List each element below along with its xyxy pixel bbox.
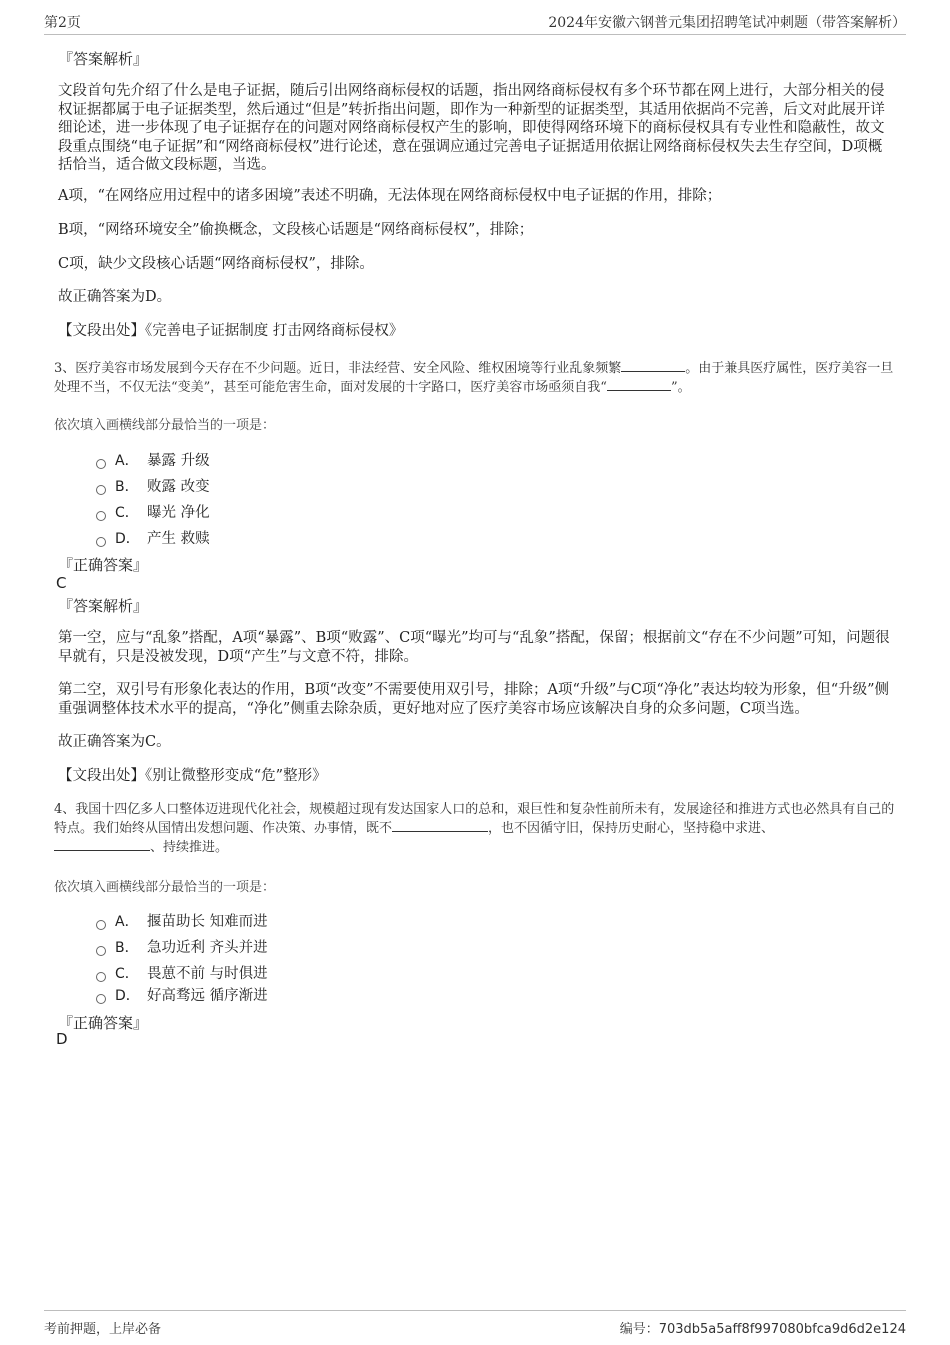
fill-blank <box>54 838 150 851</box>
fill-blank <box>621 359 685 372</box>
fill-blank <box>607 378 671 391</box>
document-code: 编号：703db5a5aff8f997080bfca9d6d2e124 <box>619 1322 906 1337</box>
analysis-paragraph: C项，缺少文段核心话题“网络商标侵权”，排除。 <box>58 256 374 272</box>
analysis-label: 『答案解析』 <box>58 597 149 615</box>
analysis-paragraph: A项，“在网络应用过程中的诸多困境”表述不明确，无法体现在网络商标侵权中电子证据的作用，排除； <box>58 188 722 204</box>
radio-button[interactable] <box>96 920 106 930</box>
option-a[interactable]: A． 揠苗助长 知难而进 <box>96 910 268 931</box>
analysis-paragraph: B项，“网络环境安全”偷换概念，文段核心话题是“网络商标侵权”，排除； <box>58 222 534 238</box>
question-stem: 4、我国十四亿多人口整体迈进现代化社会，规模超过现有发达国家人口的总和，艰巨性和复杂性前所未有，发展途径和推进方式也必然具有自己的特点。我们始终从国情出发想问题、作决策、办事情，既不 ，也不因循守旧，保持历史耐心，坚持稳中求进、 、持续推进。 <box>54 802 895 855</box>
analysis-paragraph: 第一空，应与“乱象”搭配，A项“暴露”、B项“败露”、C项“曝光”均可与“乱象”搭配，保留；根据前文“存在不少问题”可知，问题很早就有，只是没被发现，D项“产生”与文意不符，排除。 <box>58 630 890 665</box>
question-stem: 3、医疗美容市场发展到今天存在不少问题。近日，非法经营、安全风险、维权困境等行业乱象频繁 。由于兼具医疗属性，医疗美容一旦处理不当，不仅无法“变美”，甚至可能危害生命，面对发展的十字路口，医疗美容市场亟须自我“ ”。 <box>54 361 894 395</box>
option-c[interactable]: C． 曝光 净化 <box>96 501 210 522</box>
option-c[interactable]: C． 畏葸不前 与时俱进 <box>96 962 268 983</box>
source-citation: 【文段出处】《别让微整形变成“危”整形》 <box>58 768 327 784</box>
option-d[interactable]: D． 产生 救赎 <box>96 527 210 548</box>
radio-button[interactable] <box>96 511 106 521</box>
page-header <box>44 10 906 35</box>
radio-button[interactable] <box>96 485 106 495</box>
option-a[interactable]: A． 暴露 升级 <box>96 449 210 470</box>
option-b[interactable]: B． 败露 改变 <box>96 475 210 496</box>
page-number: 第2页 <box>44 15 81 31</box>
option-d[interactable]: D． 好高骛远 循序渐进 <box>96 984 268 1005</box>
source-citation: 【文段出处】《完善电子证据制度 打击网络商标侵权》 <box>58 323 404 339</box>
page-footer <box>44 1310 906 1337</box>
question-prompt: 依次填入画横线部分最恰当的一项是： <box>54 418 276 433</box>
radio-button[interactable] <box>96 459 106 469</box>
correct-answer-statement: 故正确答案为C。 <box>58 734 171 750</box>
question-prompt: 依次填入画横线部分最恰当的一项是： <box>54 880 276 895</box>
correct-answer-statement: 故正确答案为D。 <box>58 289 172 305</box>
correct-answer-label: 『正确答案』 <box>58 556 149 574</box>
document-title: 2024年安徽六钢普元集团招聘笔试冲刺题（带答案解析） <box>548 15 906 31</box>
radio-button[interactable] <box>96 946 106 956</box>
correct-answer: C <box>56 574 67 592</box>
footer-slogan: 考前押题，上岸必备 <box>44 1322 162 1337</box>
analysis-label: 『答案解析』 <box>58 50 149 68</box>
analysis-paragraph: 第二空，双引号有形象化表达的作用，B项“改变”不需要使用双引号，排除；A项“升级”与C项“净化”表达均较为形象，但“升级”侧重强调整体技术水平的提高，“净化”侧重去除杂质，更好地对应了医疗美容市场应该解决自身的众多问题，C项当选。 <box>58 682 890 717</box>
correct-answer-label: 『正确答案』 <box>58 1014 149 1032</box>
analysis-paragraph: 文段首句先介绍了什么是电子证据，随后引出网络商标侵权的话题，指出网络商标侵权有多个环节都在网上进行，大部分相关的侵权证据都属于电子证据类型，然后通过“但是”转折指出问题，即作为一种新型的证据类型，其适用依据尚不完善，后文对此展开详细论述，进一步体现了电子证据存在的问题对网络商标侵权产生的影响，即使得网络环境下的商标侵权具有专业性和隐蔽性，故文段重点围绕“电子证据”和“网络商标侵权”进行论述，意在强调应通过完善电子证据适用依据让网络商标侵权失去生存空间，D项概括恰当，适合做文段标题，当选。 <box>58 83 885 173</box>
correct-answer: D <box>56 1030 68 1048</box>
radio-button[interactable] <box>96 972 106 982</box>
fill-blank <box>392 819 488 832</box>
option-b[interactable]: B． 急功近利 齐头并进 <box>96 936 268 957</box>
radio-button[interactable] <box>96 994 106 1004</box>
radio-button[interactable] <box>96 537 106 547</box>
